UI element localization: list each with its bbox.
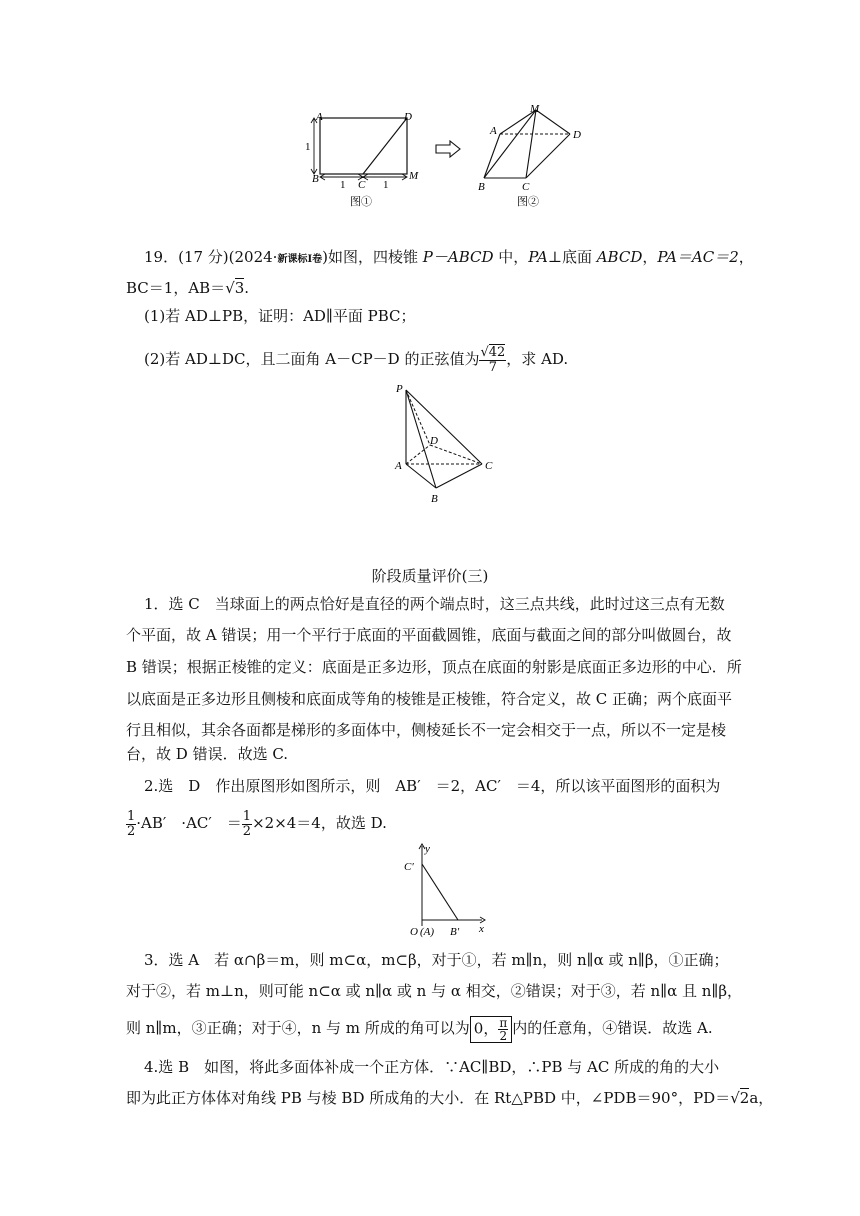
- a3-line1: 3．选 A 若 α∩β＝m，则 m⊂α，m⊂β，对于①，若 m∥n，则 n∥α 或 n∥β，①正确；: [144, 951, 729, 969]
- a4-line2: 即为此正方体体对角线 PB 与棱 BD 所成角的大小．在 Rt△PBD 中，∠PDB＝90°，PD＝√2a，: [126, 1089, 774, 1107]
- label-d: D: [573, 129, 581, 141]
- label-d: D: [430, 435, 438, 447]
- label-c-prime: C′: [404, 861, 414, 873]
- caption-fig2: 图②: [517, 196, 539, 208]
- a2-line1: 2.选 D 作出原图形如图所示，则 AB′ ＝2，AC′ ＝4，所以该平面图形的面积为: [144, 777, 721, 795]
- q19-line2: BC＝1，AB＝√3.: [126, 279, 250, 297]
- label-c: C: [522, 181, 530, 193]
- figure-4-axes: [400, 840, 490, 940]
- a1-line6: 台，故 D 错误．故选 C.: [126, 745, 289, 763]
- interval: 0， $\frac{\pi}{2}$: [470, 1016, 512, 1043]
- label-a: A: [490, 125, 497, 137]
- label-b: B: [312, 173, 319, 185]
- a4-line1: 4.选 B 如图，将此多面体补成一个正方体．∵AC∥BD，∴PB 与 AC 所成的角的大小: [144, 1058, 720, 1076]
- label-a: A: [395, 460, 402, 472]
- caption-fig1: 图①: [350, 196, 372, 208]
- a1-line1: 1．选 C 当球面上的两点恰好是直径的两个端点时，这三点共线，此时过这三点有无数: [144, 595, 725, 613]
- a1-line2: 个平面，故 A 错误；用一个平行于底面的平面截圆锥，底面与截面之间的部分叫做圆台，故: [126, 626, 732, 644]
- label-seg1: 1: [340, 179, 346, 191]
- label-b: B: [478, 181, 485, 193]
- label-d: D: [404, 111, 412, 123]
- label-seg2: 1: [383, 179, 389, 191]
- figure-2-pyramid: [470, 100, 600, 208]
- arrow-icon: [434, 140, 462, 158]
- q19-part1: (1)若 AD⊥PB，证明：AD∥平面 PBC；: [144, 307, 416, 325]
- figure-1-rectangle: [300, 108, 430, 208]
- label-p: P: [396, 383, 403, 395]
- label-c: C: [358, 179, 366, 191]
- label-y-axis: y: [425, 843, 430, 855]
- section-title: 阶段质量评价(三): [371, 567, 489, 585]
- label-a: A: [316, 111, 323, 123]
- rectangle-abdm: [320, 118, 407, 174]
- q19-line1: 19．(17 分)(2024·新课标Ⅰ卷)如图，四棱锥 P－ABCD 中，PA⊥底面 ABCD，PA＝AC＝2，: [144, 248, 754, 266]
- label-b-prime: B′: [450, 926, 460, 938]
- a2-line2: $\frac{1}{2}$ ·AB′ ·AC′ ＝ $\frac{1}{2}$ ×2×4＝4，故选 D.: [127, 808, 387, 839]
- label-c: C: [485, 460, 493, 472]
- a1-line3: B 错误；根据正棱锥的定义：底面是正多边形，顶点在底面的射影是底面正多边形的中心．所: [126, 658, 742, 676]
- label-m: M: [530, 103, 540, 115]
- label-side: 1: [305, 141, 311, 153]
- label-m: M: [409, 170, 419, 182]
- a1-line4: 以底面是正多边形且侧棱和底面成等角的棱锥是正棱锥，符合定义，故 C 正确；两个底面平: [126, 690, 733, 708]
- a3-line3: 则 n∥m，③正确；对于④，n 与 m 所成的角可以为 0， $\frac{\pi}{2}$ 内的任意角，④错误．故选 A.: [126, 1015, 713, 1043]
- label-o: O: [410, 926, 418, 938]
- segment-cd: [363, 118, 407, 174]
- a1-line5: 行且相似，其余各面都是梯形的多面体中，侧棱延长不一定会相交于一点，所以不一定是棱: [126, 721, 727, 739]
- label-a: (A): [420, 926, 435, 938]
- label-x-axis: x: [479, 923, 484, 935]
- label-b: B: [431, 493, 438, 505]
- q19-part2: (2)若 AD⊥DC，且二面角 A－CP－D 的正弦值为 $\frac{√42}{7}$ ，求 AD.: [144, 344, 569, 375]
- a3-line2: 对于②，若 m⊥n，则可能 n⊂α 或 n∥α 或 n 与 α 相交，②错误；对于③，若 n∥α 且 n∥β，: [126, 982, 743, 1000]
- figure-3-pyramid: [392, 380, 502, 506]
